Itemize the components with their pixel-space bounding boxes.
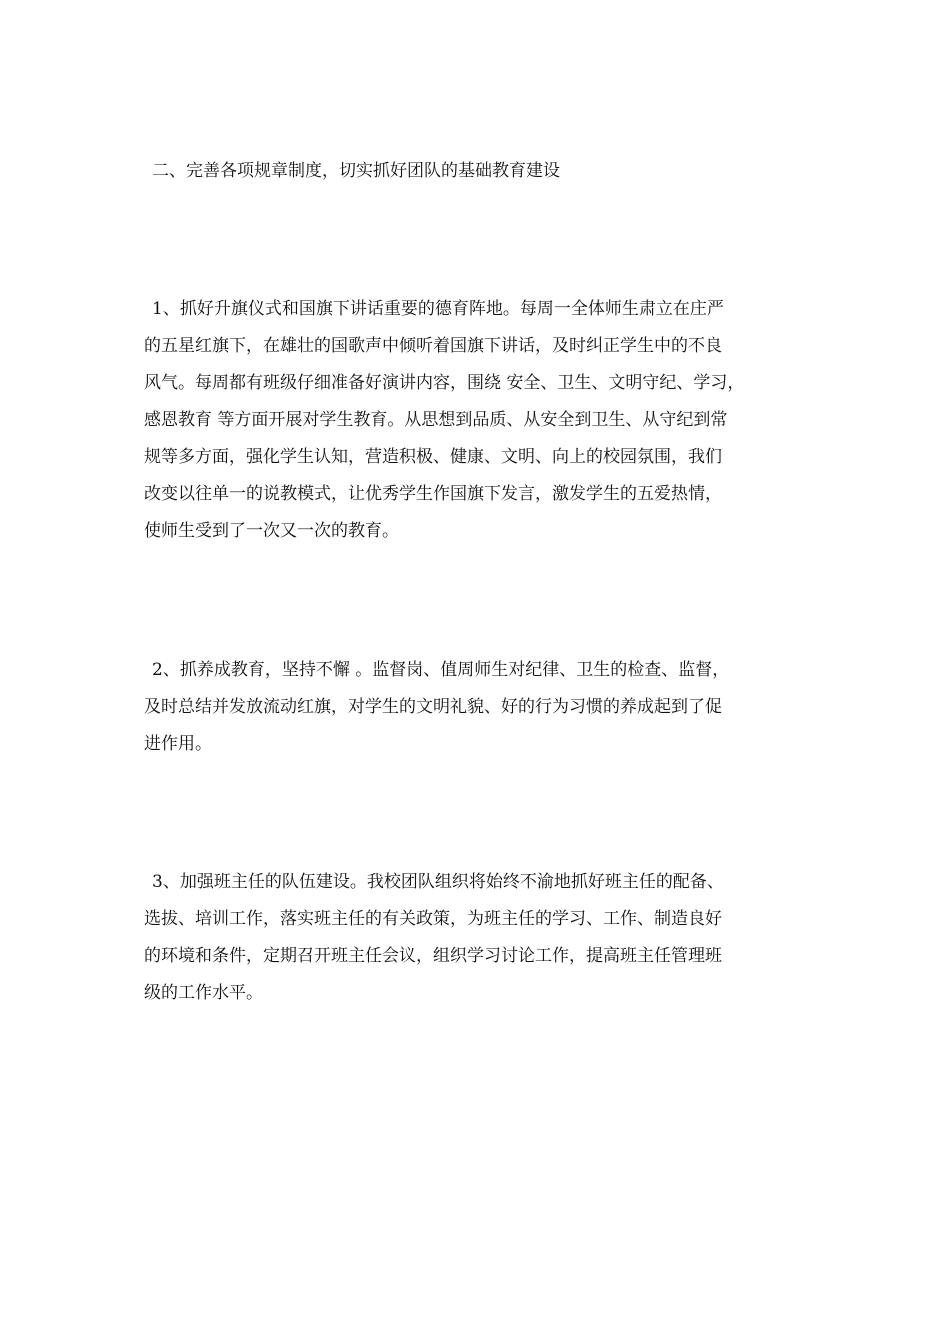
paragraph-line: 2、抓养成教育，坚持不懈 。监督岗、值周师生对纪律、卫生的检查、监督， <box>152 660 730 680</box>
paragraph-line: 选拔、培训工作，落实班主任的有关政策，为班主任的学习、工作、制造良好 <box>144 909 722 929</box>
paragraph-line: 风气。每周都有班级仔细准备好演讲内容，围绕 安全、卫生、文明守纪、学习， <box>144 373 745 393</box>
paragraph-line: 3、加强班主任的队伍建设。我校团队组织将始终不渝地抓好班主任的配备、 <box>152 872 724 892</box>
paragraph-line: 的环境和条件，定期召开班主任会议，组织学习讨论工作，提高班主任管理班 <box>144 946 722 966</box>
paragraph-line: 规等多方面，强化学生认知，营造积极、健康、文明、向上的校园氛围，我们 <box>144 447 722 467</box>
paragraph-line: 1、抓好升旗仪式和国旗下讲话重要的德育阵地。每周一全体师生肃立在庄严 <box>152 299 724 319</box>
paragraph-line: 及时总结并发放流动红旗，对学生的文明礼貌、好的行为习惯的养成起到了促 <box>144 697 722 717</box>
paragraph-line: 改变以往单一的说教模式，让优秀学生作国旗下发言，激发学生的五爱热情， <box>144 484 722 504</box>
paragraph-line: 使师生受到了一次又一次的教育。 <box>144 521 399 541</box>
section-heading: 二、完善各项规章制度，切实抓好团队的基础教育建设 <box>152 161 560 181</box>
paragraph-line: 进作用。 <box>144 734 212 754</box>
paragraph-line: 感恩教育 等方面开展对学生教育。从思想到品质、从安全到卫生、从守纪到常 <box>144 410 728 430</box>
paragraph-line: 级的工作水平。 <box>144 983 263 1003</box>
paragraph-line: 的五星红旗下，在雄壮的国歌声中倾听着国旗下讲话，及时纠正学生中的不良 <box>144 336 722 356</box>
